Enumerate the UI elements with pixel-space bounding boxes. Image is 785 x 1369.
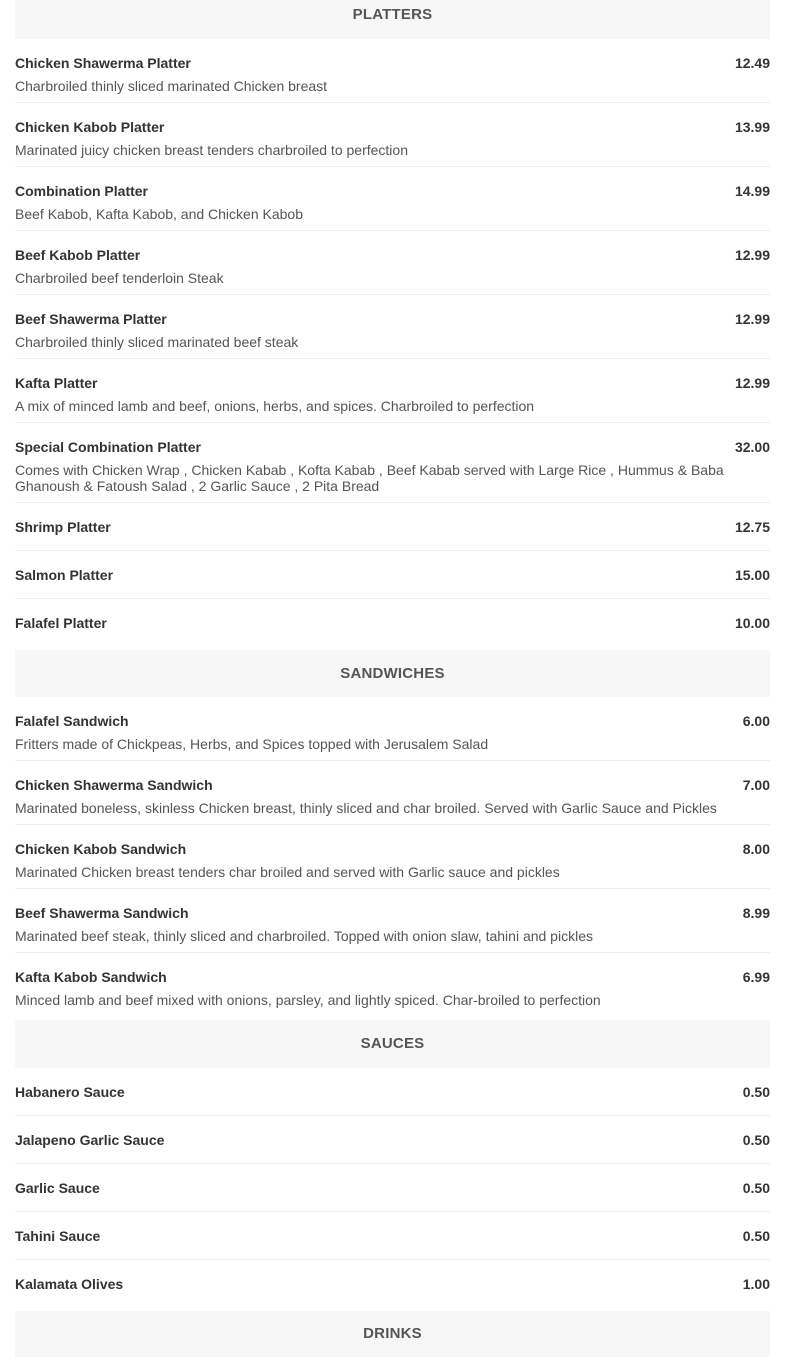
item-name: Kafta Kabob Sandwich	[15, 969, 167, 985]
item-description: A mix of minced lamb and beef, onions, herbs, and spices. Charbroiled to perfection	[15, 398, 535, 414]
menu-item[interactable]	[15, 359, 770, 423]
item-description: Minced lamb and beef mixed with onions, parsley, and lightly spiced. Char-broiled to perfection	[15, 992, 601, 1008]
item-description: Fritters made of Chickpeas, Herbs, and Spices topped with Jerusalem Salad	[15, 736, 489, 752]
item-description: Charbroiled thinly sliced marinated beef steak	[15, 334, 299, 350]
item-price: 12.99	[734, 375, 770, 391]
item-price: 6.00	[742, 713, 770, 729]
item-name: Salmon Platter	[15, 567, 114, 583]
item-description: Marinated beef steak, thinly sliced and charbroiled. Topped with onion slaw, tahini and pickles	[15, 928, 593, 944]
item-name: Chicken Kabob Sandwich	[15, 841, 187, 857]
item-name: Chicken Shawerma Sandwich	[15, 777, 213, 793]
item-name: Tahini Sauce	[15, 1228, 101, 1244]
item-name: Falafel Platter	[15, 615, 107, 631]
menu-item[interactable]	[15, 761, 770, 825]
item-price: 0.50	[742, 1132, 770, 1148]
item-name: Habanero Sauce	[15, 1084, 125, 1100]
item-name: Special Combination Platter	[15, 439, 201, 455]
section-header-sauces: SAUCES	[15, 1020, 770, 1068]
section-header-drinks: DRINKS	[15, 1311, 770, 1357]
item-price: 6.99	[742, 969, 770, 985]
item-price: 0.50	[742, 1228, 770, 1244]
menu-item[interactable]	[15, 103, 770, 167]
item-name: Falafel Sandwich	[15, 713, 129, 729]
menu-item[interactable]	[15, 39, 770, 103]
item-name: Beef Shawerma Sandwich	[15, 905, 189, 921]
item-name: Chicken Kabob Platter	[15, 119, 165, 135]
menu-item[interactable]	[15, 1116, 770, 1164]
item-description: Marinated boneless, skinless Chicken breast, thinly sliced and char broiled. Served with Garlic Sauce and Pickles	[15, 800, 717, 816]
section-header-sandwiches: SANDWICHES	[15, 650, 770, 697]
section-header-platters: PLATTERS	[15, 0, 770, 39]
item-price: 12.99	[734, 247, 770, 263]
item-name: Kalamata Olives	[15, 1276, 124, 1292]
item-price: 0.50	[742, 1084, 770, 1100]
item-price: 7.00	[742, 777, 770, 793]
item-price: 8.00	[742, 841, 770, 857]
item-name: Shrimp Platter	[15, 519, 111, 535]
item-price: 10.00	[734, 615, 770, 631]
menu-item[interactable]	[15, 231, 770, 295]
item-price: 32.00	[734, 439, 770, 455]
menu-item[interactable]	[15, 1260, 770, 1296]
item-name: Combination Platter	[15, 183, 149, 199]
item-price: 0.50	[742, 1180, 770, 1196]
item-name: Kafta Platter	[15, 375, 98, 391]
item-name: Chicken Shawerma Platter	[15, 55, 191, 71]
item-description: Charbroiled beef tenderloin Steak	[15, 270, 224, 286]
menu-item[interactable]	[15, 1164, 770, 1212]
menu-item[interactable]	[15, 1068, 770, 1116]
menu-item[interactable]	[15, 167, 770, 231]
item-price: 12.99	[734, 311, 770, 327]
menu-item[interactable]	[15, 953, 770, 1008]
item-price: 12.49	[734, 55, 770, 71]
item-description: Beef Kabob, Kafta Kabob, and Chicken Kabob	[15, 206, 303, 222]
item-price: 8.99	[742, 905, 770, 921]
item-price: 15.00	[734, 567, 770, 583]
item-description: Comes with Chicken Wrap , Chicken Kabab , Kofta Kabab , Beef Kabab served with Large Rice , Hummus & Baba Ghanoush & Fatoush Salad , 2 Garlic Sauce , 2 Pita Bread	[15, 462, 724, 494]
item-name: Beef Shawerma Platter	[15, 311, 167, 327]
menu-item[interactable]	[15, 551, 770, 599]
item-description: Marinated Chicken breast tenders char broiled and served with Garlic sauce and pickles	[15, 864, 560, 880]
item-price: 1.00	[742, 1276, 770, 1292]
item-price: 12.75	[734, 519, 770, 535]
item-name: Jalapeno Garlic Sauce	[15, 1132, 165, 1148]
item-description: Marinated juicy chicken breast tenders charbroiled to perfection	[15, 142, 408, 158]
item-price: 14.99	[734, 183, 770, 199]
menu-item[interactable]	[15, 889, 770, 953]
item-price: 13.99	[734, 119, 770, 135]
menu-item[interactable]	[15, 599, 770, 635]
item-name: Beef Kabob Platter	[15, 247, 141, 263]
menu-list	[15, 0, 770, 1357]
menu-item[interactable]	[15, 1212, 770, 1260]
menu-item[interactable]	[15, 423, 770, 503]
item-description: Charbroiled thinly sliced marinated Chicken breast	[15, 78, 328, 94]
menu-item[interactable]	[15, 295, 770, 359]
menu-item[interactable]	[15, 503, 770, 551]
menu-item[interactable]	[15, 825, 770, 889]
item-name: Garlic Sauce	[15, 1180, 100, 1196]
menu-item[interactable]	[15, 697, 770, 761]
